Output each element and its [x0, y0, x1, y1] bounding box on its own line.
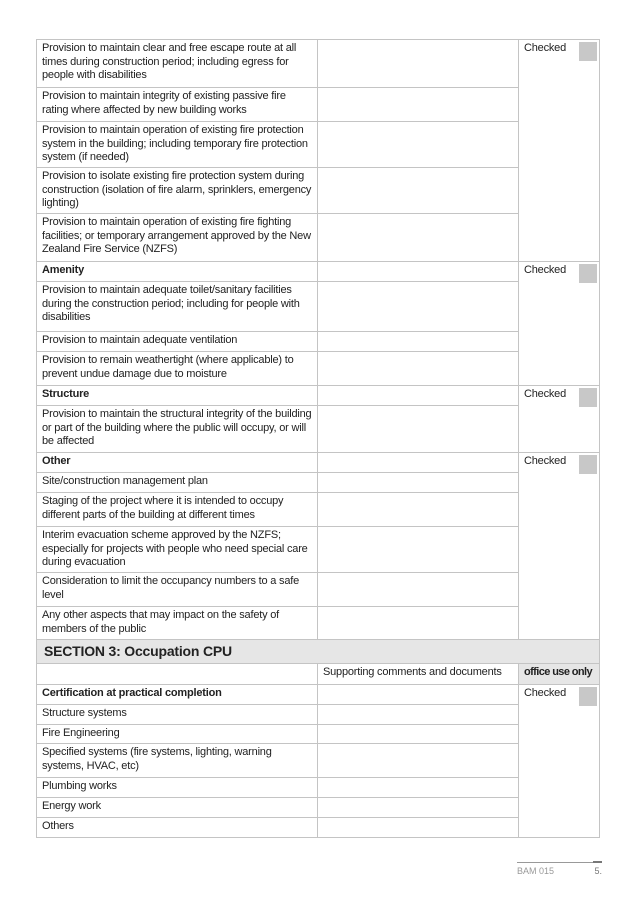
table-row [37, 818, 600, 838]
comment-cell[interactable] [318, 386, 519, 406]
comment-cell[interactable] [318, 493, 519, 527]
table-row [37, 798, 600, 818]
table-row [37, 282, 600, 332]
comment-cell[interactable] [318, 778, 519, 798]
comment-cell[interactable] [318, 406, 519, 453]
comment-cell[interactable] [318, 473, 519, 493]
table-row [37, 778, 600, 798]
group-heading: Other [37, 453, 318, 473]
table-row [37, 705, 600, 725]
office-check-cell [519, 386, 600, 453]
group-heading: Certification at practical completion [37, 685, 318, 705]
table-row [37, 214, 600, 262]
comment-cell[interactable] [318, 705, 519, 725]
checked-label: Checked [524, 455, 567, 467]
table-row [37, 168, 600, 214]
table-row [37, 88, 600, 122]
table-row [37, 406, 600, 453]
office-check-cell [519, 453, 600, 640]
checkbox[interactable] [579, 42, 597, 61]
requirement-text: Provision to maintain clear and free escape route at all times during construction period; including egress for people with disabilities [37, 40, 318, 88]
group-heading: Amenity [37, 262, 318, 282]
comment-cell[interactable] [318, 332, 519, 352]
checkbox[interactable] [579, 388, 597, 407]
table-row [37, 725, 600, 744]
table-row [37, 352, 600, 386]
requirement-text: Plumbing works [37, 778, 318, 798]
requirement-text: Any other aspects that may impact on the safety of members of the public [37, 607, 318, 640]
column-header-office: office use only [519, 664, 600, 685]
empty-header-cell [37, 664, 318, 685]
requirement-text: Provision to maintain integrity of existing passive fire rating where affected by new building works [37, 88, 318, 122]
office-check-cell [519, 262, 600, 386]
page-number: 5. [594, 866, 602, 876]
checked-label: Checked [524, 687, 567, 699]
comment-cell[interactable] [318, 573, 519, 607]
table-row [37, 527, 600, 573]
comment-cell[interactable] [318, 352, 519, 386]
requirement-text: Structure systems [37, 705, 318, 725]
checked-label: Checked [524, 42, 567, 54]
requirement-text: Provision to remain weathertight (where applicable) to prevent undue damage due to moisture [37, 352, 318, 386]
checkbox[interactable] [579, 455, 597, 474]
column-header-comments: Supporting comments and documents [318, 664, 519, 685]
office-check-cell [519, 40, 600, 262]
table-row [37, 122, 600, 168]
requirement-text: Provision to maintain the structural integrity of the building or part of the building where the public will occupy, or will be affected [37, 406, 318, 453]
group-heading: Structure [37, 386, 318, 406]
footer-mark [593, 861, 602, 863]
comment-cell[interactable] [318, 607, 519, 640]
table-row [37, 493, 600, 527]
comment-cell[interactable] [318, 453, 519, 473]
requirement-text: Consideration to limit the occupancy numbers to a safe level [37, 573, 318, 607]
checkbox[interactable] [579, 687, 597, 706]
table-row [37, 744, 600, 778]
requirement-text: Fire Engineering [37, 725, 318, 744]
table-row [37, 473, 600, 493]
requirement-text: Staging of the project where it is intended to occupy different parts of the building at different times [37, 493, 318, 527]
requirement-text: Others [37, 818, 318, 838]
comment-cell[interactable] [318, 527, 519, 573]
requirement-text: Provision to maintain adequate ventilation [37, 332, 318, 352]
requirement-text: Site/construction management plan [37, 473, 318, 493]
checked-label: Checked [524, 388, 567, 400]
comment-cell[interactable] [318, 725, 519, 744]
comment-cell[interactable] [318, 798, 519, 818]
group-heading-row [37, 262, 600, 282]
requirement-text: Provision to maintain operation of existing fire protection system in the building; including temporary fire protection system (if needed) [37, 122, 318, 168]
comment-cell[interactable] [318, 122, 519, 168]
comment-cell[interactable] [318, 744, 519, 778]
group-heading-row [37, 386, 600, 406]
requirement-text: Provision to maintain adequate toilet/sanitary facilities during the construction period; including for people with disabilities [37, 282, 318, 332]
checklist-table [36, 39, 600, 838]
requirement-text: Provision to isolate existing fire protection system during construction (isolation of fire alarm, sprinklers, emergency lighting) [37, 168, 318, 214]
comment-cell[interactable] [318, 282, 519, 332]
comment-cell[interactable] [318, 88, 519, 122]
comment-cell[interactable] [318, 818, 519, 838]
requirement-text: Provision to maintain operation of existing fire fighting facilities; or temporary arrangement approved by the New Zealand Fire Service (NZFS) [37, 214, 318, 262]
comment-cell[interactable] [318, 214, 519, 262]
checkbox[interactable] [579, 264, 597, 283]
table-row [37, 40, 600, 88]
comment-cell[interactable] [318, 40, 519, 88]
table-row [37, 607, 600, 640]
comment-cell[interactable] [318, 262, 519, 282]
footer [517, 862, 602, 876]
table-row [37, 573, 600, 607]
requirement-text: Specified systems (fire systems, lighting, warning systems, HVAC, etc) [37, 744, 318, 778]
requirement-text: Interim evacuation scheme approved by the NZFS; especially for projects with people who need special care during evacuation [37, 527, 318, 573]
section-title: SECTION 3: Occupation CPU [37, 640, 600, 664]
comment-cell[interactable] [318, 685, 519, 705]
office-check-cell [519, 685, 600, 838]
doc-code: BAM 015 [517, 866, 555, 876]
comment-cell[interactable] [318, 168, 519, 214]
checked-label: Checked [524, 264, 567, 276]
group-heading-row [37, 453, 600, 473]
table-row [37, 332, 600, 352]
requirement-text: Energy work [37, 798, 318, 818]
